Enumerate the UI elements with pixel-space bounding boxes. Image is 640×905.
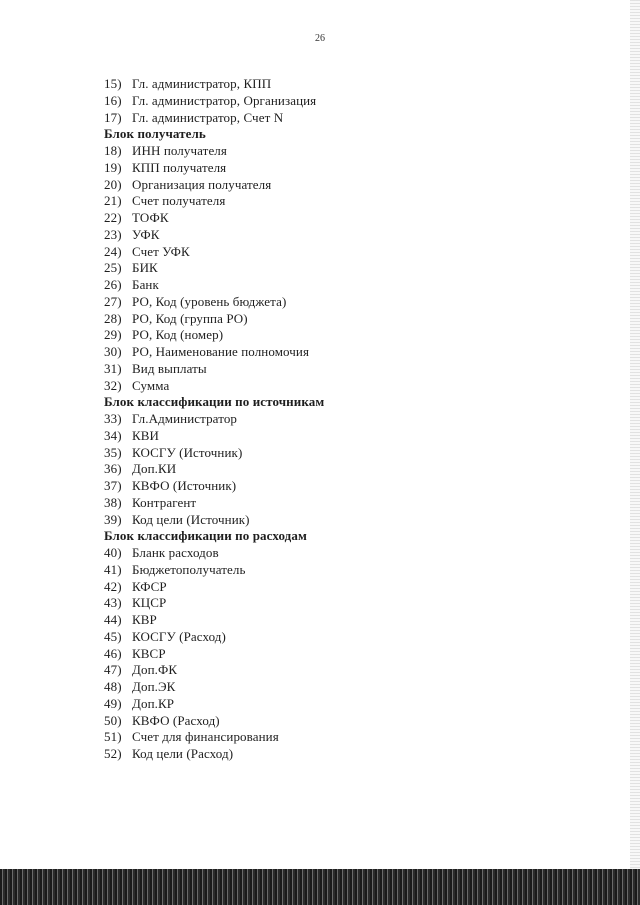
item-text: Сумма [132, 377, 170, 393]
item-number: 44) [104, 612, 122, 627]
item-number: 52) [104, 746, 122, 761]
item-text: КЦСР [132, 595, 167, 611]
item-number: 16) [104, 92, 122, 108]
list-item [104, 461, 324, 478]
section-heading-text: Блок классификации по расходам [104, 528, 307, 544]
section-heading-text: Блок получатель [104, 126, 206, 142]
item-number: 15) [104, 76, 122, 91]
list-item [104, 662, 324, 679]
item-number: 17) [104, 109, 122, 125]
page-number: 26 [315, 33, 325, 44]
list-item [104, 729, 324, 746]
item-text: КОСГУ (Расход) [132, 628, 226, 644]
list-item [104, 260, 324, 277]
list-item [104, 579, 324, 596]
section-heading [104, 126, 324, 143]
item-number: 47) [104, 662, 122, 678]
item-number: 43) [104, 595, 122, 611]
item-text: Контрагент [132, 494, 197, 510]
item-text: РО, Код (уровень бюджета) [132, 293, 287, 309]
list-item [104, 143, 324, 160]
item-number: 34) [104, 427, 122, 443]
item-number: 23) [104, 226, 122, 242]
list-item [104, 646, 324, 663]
item-text: Доп.КИ [132, 461, 177, 477]
list-item [104, 713, 324, 730]
list-item [104, 478, 324, 495]
list-item [104, 679, 324, 696]
item-text: ТОФК [132, 210, 169, 225]
item-number: 31) [104, 360, 122, 376]
list-item [104, 244, 324, 261]
item-text: КВФО (Расход) [132, 712, 220, 728]
item-text: РО, Код (группа РО) [132, 310, 248, 326]
list-item [104, 311, 324, 328]
item-text: Доп.ФК [132, 662, 178, 678]
scan-bottom-band [0, 869, 640, 905]
list-item [104, 512, 324, 529]
list-item [104, 210, 324, 227]
item-text: Гл. администратор, Счет N [132, 109, 284, 125]
item-text: КФСР [132, 578, 167, 594]
item-number: 33) [104, 411, 122, 426]
item-number: 30) [104, 344, 122, 359]
item-text: КВФО (Источник) [132, 478, 237, 493]
item-text: Бланк расходов [132, 545, 219, 560]
scan-edge [630, 0, 640, 905]
item-number: 39) [104, 511, 122, 527]
item-number: 42) [104, 578, 122, 594]
item-number: 32) [104, 377, 122, 393]
field-list [104, 76, 324, 763]
list-item [104, 696, 324, 713]
item-number: 25) [104, 260, 122, 276]
list-item [104, 110, 324, 127]
item-text: Доп.ЭК [132, 679, 176, 694]
item-text: Счет для финансирования [132, 729, 279, 745]
list-item [104, 327, 324, 344]
item-number: 45) [104, 628, 122, 644]
item-text: Счет получателя [132, 193, 226, 209]
item-number: 24) [104, 243, 122, 259]
list-item [104, 277, 324, 294]
item-text: Организация получателя [132, 176, 272, 192]
list-item [104, 746, 324, 763]
item-text: РО, Код (номер) [132, 327, 224, 343]
list-item [104, 361, 324, 378]
list-item [104, 562, 324, 579]
item-number: 18) [104, 143, 122, 158]
item-text: Бюджетополучатель [132, 561, 246, 577]
item-number: 26) [104, 277, 122, 292]
item-text: Гл. администратор, Организация [132, 92, 317, 108]
item-text: Доп.КР [132, 695, 175, 711]
list-item [104, 428, 324, 445]
list-item [104, 612, 324, 629]
item-text: Гл.Администратор [132, 411, 238, 426]
item-text: КВР [132, 612, 157, 627]
list-item [104, 445, 324, 462]
item-text: Гл. администратор, КПП [132, 76, 272, 91]
item-text: Банк [132, 277, 159, 292]
item-text: КПП получателя [132, 159, 227, 175]
section-heading-text: Блок классификации по источникам [104, 394, 325, 410]
item-text: ИНН получателя [132, 143, 227, 158]
item-text: УФК [132, 226, 160, 242]
item-number: 49) [104, 695, 122, 711]
list-item [104, 545, 324, 562]
list-item [104, 76, 324, 93]
item-text: КВИ [132, 427, 160, 443]
list-item [104, 294, 324, 311]
list-item [104, 378, 324, 395]
item-number: 51) [104, 729, 122, 745]
item-number: 29) [104, 327, 122, 343]
list-item [104, 177, 324, 194]
item-text: КВСР [132, 645, 166, 661]
item-number: 20) [104, 176, 122, 192]
section-heading [104, 394, 324, 411]
list-item [104, 93, 324, 110]
item-text: Код цели (Расход) [132, 746, 234, 761]
item-number: 38) [104, 494, 122, 510]
item-number: 35) [104, 444, 122, 460]
item-text: Код цели (Источник) [132, 511, 250, 527]
item-text: Вид выплаты [132, 360, 207, 376]
item-text: БИК [132, 260, 158, 276]
list-item [104, 344, 324, 361]
item-number: 36) [104, 461, 122, 477]
list-item [104, 629, 324, 646]
list-item [104, 411, 324, 428]
item-number: 19) [104, 159, 122, 175]
item-number: 41) [104, 561, 122, 577]
item-text: КОСГУ (Источник) [132, 444, 243, 460]
list-item [104, 595, 324, 612]
item-number: 37) [104, 478, 122, 493]
list-item [104, 193, 324, 210]
item-text: РО, Наименование полномочия [132, 344, 310, 359]
item-number: 46) [104, 645, 122, 661]
item-number: 40) [104, 545, 122, 560]
section-heading [104, 528, 324, 545]
item-number: 48) [104, 679, 122, 694]
list-item [104, 227, 324, 244]
item-number: 21) [104, 193, 122, 209]
list-item [104, 160, 324, 177]
item-number: 28) [104, 310, 122, 326]
item-number: 22) [104, 210, 122, 225]
list-item [104, 495, 324, 512]
item-text: Счет УФК [132, 243, 190, 259]
item-number: 50) [104, 712, 122, 728]
item-number: 27) [104, 293, 122, 309]
